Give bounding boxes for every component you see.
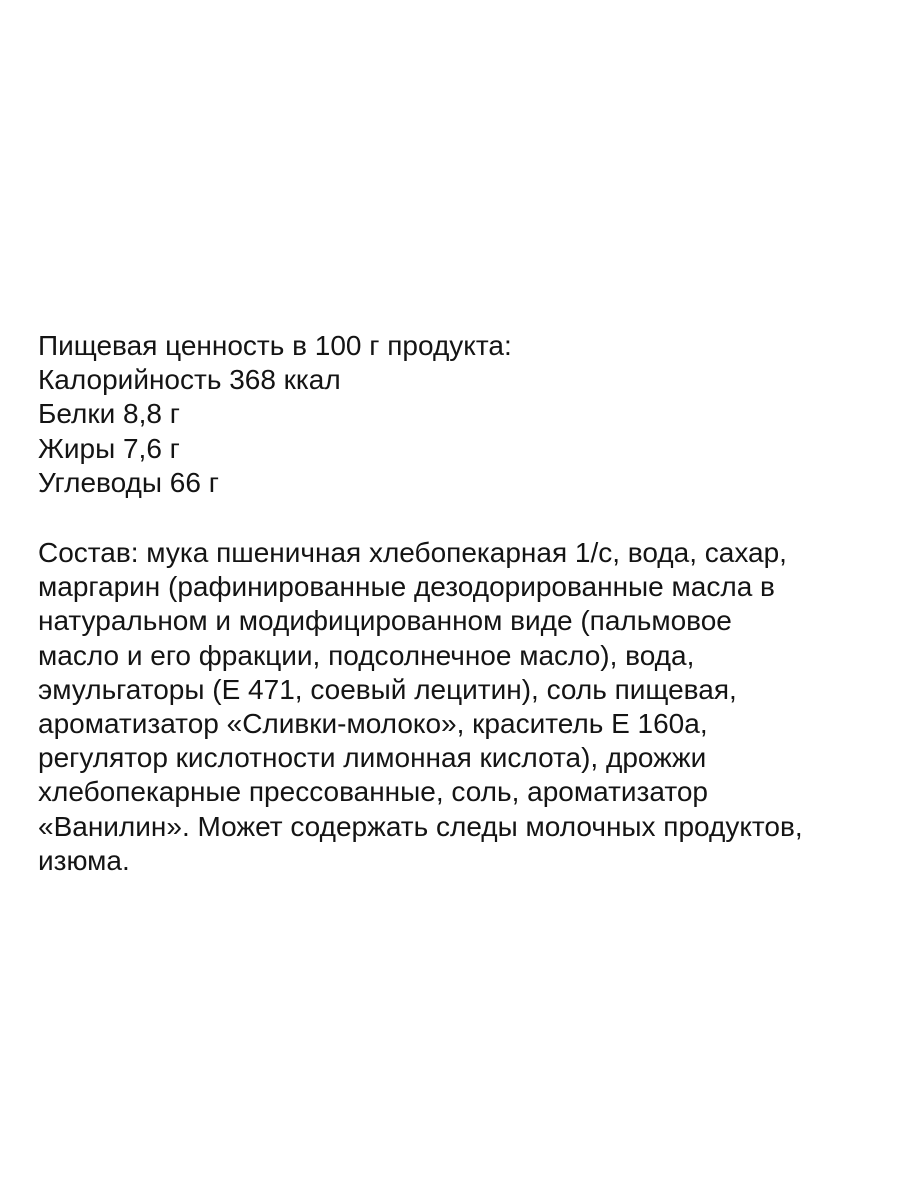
ingredients-line: «Ванилин». Может содержать следы молочных продуктов, — [38, 810, 803, 842]
ingredients-line: ароматизатор «Сливки-молоко», краситель Е 160а, — [38, 707, 708, 739]
ingredients-line: эмульгаторы (Е 471, соевый лецитин), соль пищевая, — [38, 673, 737, 705]
ingredients-line: хлебопекарные прессованные, соль, ароматизатор — [38, 776, 708, 808]
ingredients-line: регулятор кислотности лимонная кислота), дрожжи — [38, 742, 707, 774]
ingredients-line: натуральном и модифицированном виде (пальмовое — [38, 605, 732, 637]
ingredients-line: изюма. — [38, 844, 130, 876]
nutrition-calories: Калорийность 368 ккал — [38, 364, 341, 396]
nutrition-facts-block — [38, 329, 512, 500]
nutrition-heading: Пищевая ценность в 100 г продукта: — [38, 330, 512, 361]
ingredients-block — [38, 536, 803, 878]
ingredients-line: масло и его фракции, подсолнечное масло), вода, — [38, 639, 695, 671]
nutrition-fat: Жиры 7,6 г — [38, 432, 180, 464]
nutrition-carbohydrates: Углеводы 66 г — [38, 466, 219, 498]
nutrition-protein: Белки 8,8 г — [38, 398, 180, 430]
ingredients-line: маргарин (рафинированные дезодорированные масла в — [38, 571, 775, 603]
ingredients-line: Состав: мука пшеничная хлебопекарная 1/с, вода, сахар, — [38, 537, 787, 568]
